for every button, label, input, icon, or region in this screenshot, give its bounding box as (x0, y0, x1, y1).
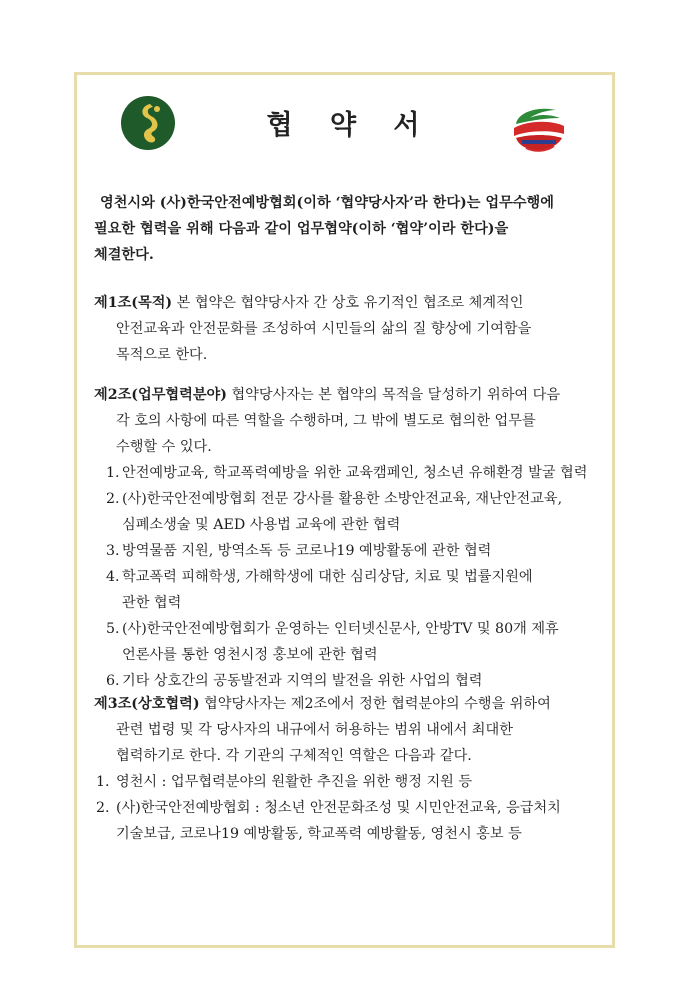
item-number: 5. (106, 621, 120, 637)
item-number: 2. (96, 800, 110, 816)
item-text-continued: 관한 협력 (122, 595, 182, 611)
article-2 (94, 382, 598, 694)
article-2-line-1: 협약당사자는 본 협약의 목적을 달성하기 위하여 다음 (231, 387, 561, 403)
article-3-heading: 제3조(상호협력) (94, 696, 200, 712)
item-number: 4. (106, 569, 120, 585)
intro-paragraph (94, 190, 599, 268)
item-text-continued: 심폐소생술 및 AED 사용법 교육에 관한 협력 (122, 517, 401, 533)
list-item (94, 460, 598, 486)
item-text-continued: 기술보급, 코로나19 예방활동, 학교폭력 예방활동, 영천시 홍보 등 (116, 826, 522, 842)
item-text: 안전예방교육, 학교폭력예방을 위한 교육캠페인, 청소년 유해환경 발굴 협력 (122, 465, 588, 481)
article-1-line-2: 안전교육과 안전문화를 조성하여 시민들의 삶의 질 향상에 기여함을 (116, 321, 532, 337)
item-number: 1. (106, 465, 120, 481)
article-1 (94, 290, 598, 368)
item-text: 방역물품 지원, 방역소독 등 코로나19 예방활동에 관한 협력 (122, 543, 492, 559)
article-1-line-3: 목적으로 한다. (116, 347, 208, 363)
article-1-line-1: 본 협약은 협약당사자 간 상호 유기적인 협조로 체계적인 (176, 295, 524, 311)
list-item (94, 564, 598, 616)
list-item (94, 769, 598, 795)
article-3-item-list (94, 769, 598, 847)
item-number: 2. (106, 491, 120, 507)
item-number: 1. (96, 774, 110, 790)
item-text: 학교폭력 피해학생, 가해학생에 대한 심리상담, 치료 및 법률지원에 (122, 569, 533, 585)
list-item (94, 486, 598, 538)
list-item (94, 538, 598, 564)
item-text: (사)한국안전예방협회가 운영하는 인터넷신문사, 안방TV 및 80개 제휴 (122, 621, 559, 637)
intro-line-1: 영천시와 (사)한국안전예방협회(이하 ‘협약당사자’라 한다)는 업무수행에 (100, 195, 554, 211)
item-text: 기타 상호간의 공동발전과 지역의 발전을 위한 사업의 협력 (122, 673, 483, 689)
article-3 (94, 691, 598, 847)
intro-line-2: 필요한 협력을 위해 다음과 같이 업무협약(이하 ‘협약’이라 한다)을 (94, 221, 509, 237)
item-text: 영천시 : 업무협력분야의 원활한 추진을 위한 행정 지원 등 (116, 774, 473, 790)
item-text: (사)한국안전예방협회 전문 강사를 활용한 소방안전교육, 재난안전교육, (122, 491, 563, 507)
article-3-line-2: 관련 법령 및 각 당사자의 내규에서 허용하는 범위 내에서 최대한 (116, 722, 513, 738)
article-2-item-list (94, 460, 598, 694)
article-2-line-2: 각 호의 사항에 따른 역할을 수행하며, 그 밖에 별도로 협의한 업무를 (116, 413, 536, 429)
document-title: 협 약 서 (266, 110, 434, 141)
item-number: 3. (106, 543, 120, 559)
list-item (94, 795, 598, 847)
item-number: 6. (106, 673, 120, 689)
article-3-line-3: 협력하기로 한다. 각 기관의 구체적인 역할은 다음과 같다. (116, 748, 472, 764)
list-item (94, 616, 598, 668)
item-text: (사)한국안전예방협회 : 청소년 안전문화조성 및 시민안전교육, 응급처치 (116, 800, 561, 816)
article-3-line-1: 협약당사자는 제2조에서 정한 협력분야의 수행을 위하여 (204, 696, 551, 712)
intro-line-3: 체결한다. (94, 247, 154, 263)
item-text-continued: 언론사를 통한 영천시정 홍보에 관한 협력 (122, 647, 378, 663)
article-1-heading: 제1조(목적) (94, 295, 173, 311)
article-2-heading: 제2조(업무협력분야) (94, 387, 227, 403)
article-2-line-3: 수행할 수 있다. (116, 439, 212, 455)
